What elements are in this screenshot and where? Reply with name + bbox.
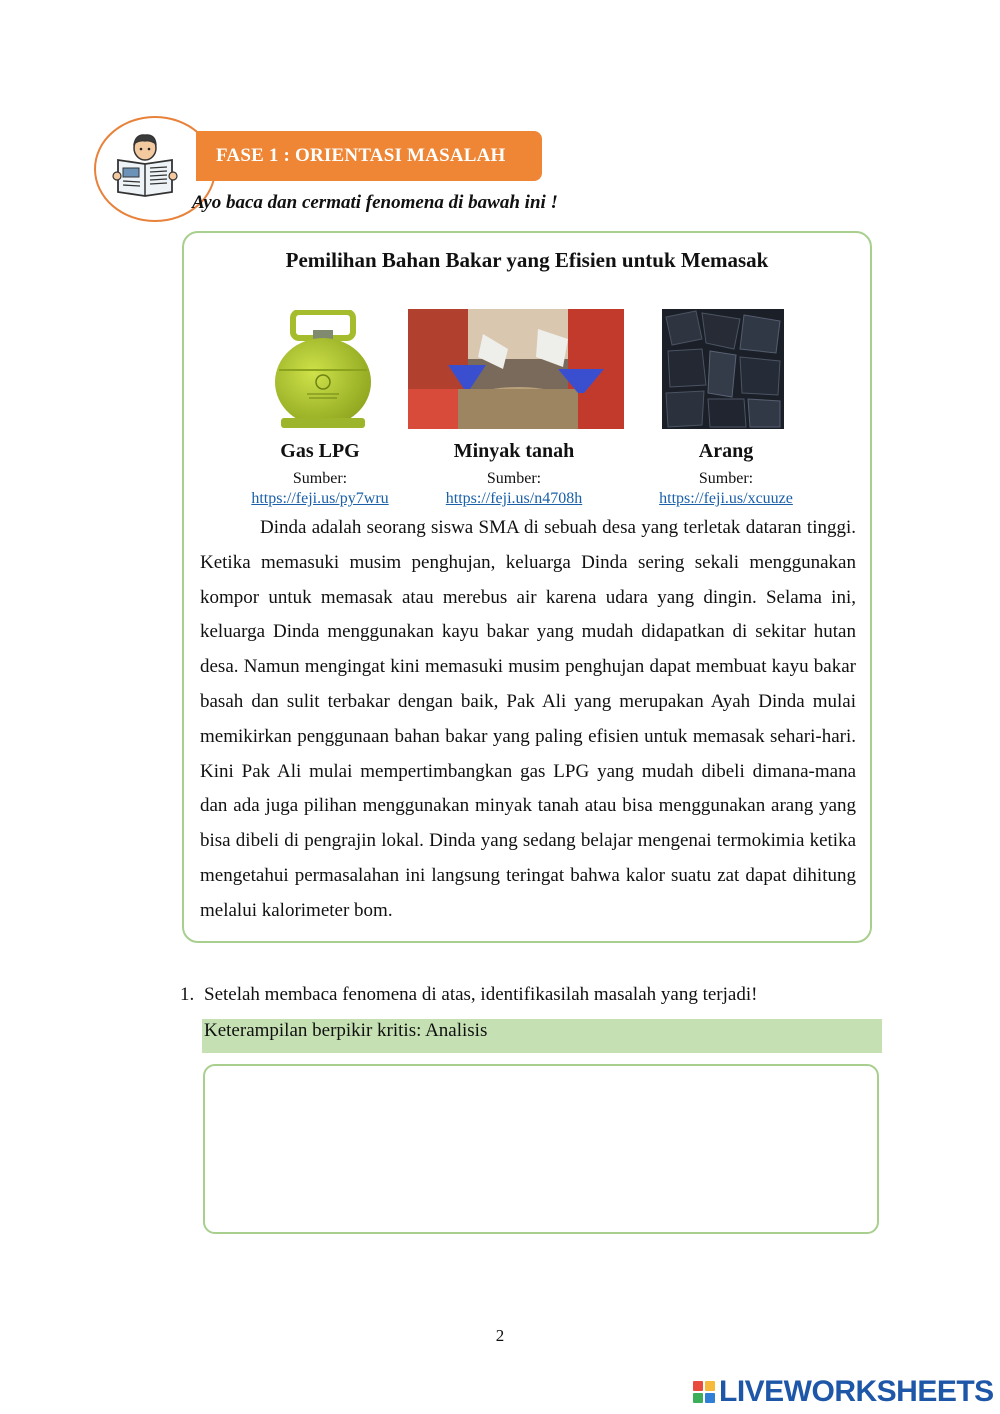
source-label: Sumber:: [292, 470, 348, 487]
image-column-minyak-tanah: [426, 434, 602, 509]
phase-banner: [196, 131, 542, 181]
minyak-tanah-image: [408, 309, 624, 429]
phase-label: FASE 1 : ORIENTASI MASALAH: [216, 145, 506, 166]
image-column-arang: [638, 434, 814, 509]
question-number: 1.: [180, 984, 195, 1005]
liveworksheets-logo[interactable]: [693, 1375, 994, 1409]
newspaper-reader-icon: [112, 130, 178, 200]
question-text: Setelah membaca fenomena di atas, identifikasilah masalah yang terjadi!: [204, 984, 758, 1005]
skill-label: Keterampilan berpikir kritis: Analisis: [204, 1020, 488, 1041]
source-label: Sumber:: [698, 470, 754, 487]
instruction-text: Ayo baca dan cermati fenomena di bawah ini !: [192, 192, 558, 213]
brand-name: LIVEWORKSHEETS: [719, 1375, 994, 1408]
phenomenon-title: Pemilihan Bahan Bakar yang Efisien untuk Memasak: [285, 248, 769, 272]
image-column-lpg: [232, 434, 408, 509]
skill-label-bar: [202, 1019, 882, 1053]
source-link[interactable]: https://feji.us/n4708h: [445, 490, 583, 507]
brand-squares-icon: [693, 1381, 715, 1403]
answer-box[interactable]: [203, 1064, 879, 1234]
question-row: [180, 984, 757, 1006]
source-label: Sumber:: [486, 470, 542, 487]
image-caption: Gas LPG: [280, 440, 360, 462]
gas-lpg-image: [273, 310, 373, 430]
arang-image: [662, 309, 784, 429]
page-number: 2: [495, 1326, 505, 1345]
phenomenon-story: Dinda adalah seorang siswa SMA di sebuah desa yang terletak dataran tinggi. Ketika memasuki musim penghujan, keluarga Dinda sering sekali menggunakan kompor untuk memasak atau merebus air karena udara yang dingin. Selama ini, keluarga Dinda menggunakan kayu bakar yang mudah didapatkan di sekitar hutan desa. Namun mengingat kini memasuki musim penghujan dapat membuat kayu bakar basah dan sulit terbakar dengan baik, Pak Ali yang merupakan Ayah Dinda mulai memikirkan penggunaan bahan bakar yang paling efisien untuk memasak sehari-hari. Kini Pak Ali mulai mempertimbangkan gas LPG yang mudah dibeli dimana-mana dan ada juga pilihan menggunakan minyak tanah atau bisa menggunakan arang yang bisa dibeli di pengrajin lokal. Dinda yang sedang belajar mengenai termokimia ketika mengetahui permasalahan ini langsung teringat bahwa kalor suatu zat dapat dihitung melalui kalorimeter bom.: [200, 517, 856, 921]
source-link[interactable]: https://feji.us/py7wru: [251, 490, 389, 507]
image-caption: Arang: [698, 440, 754, 462]
source-link[interactable]: https://feji.us/xcuuze: [659, 490, 793, 507]
image-caption: Minyak tanah: [453, 440, 575, 462]
